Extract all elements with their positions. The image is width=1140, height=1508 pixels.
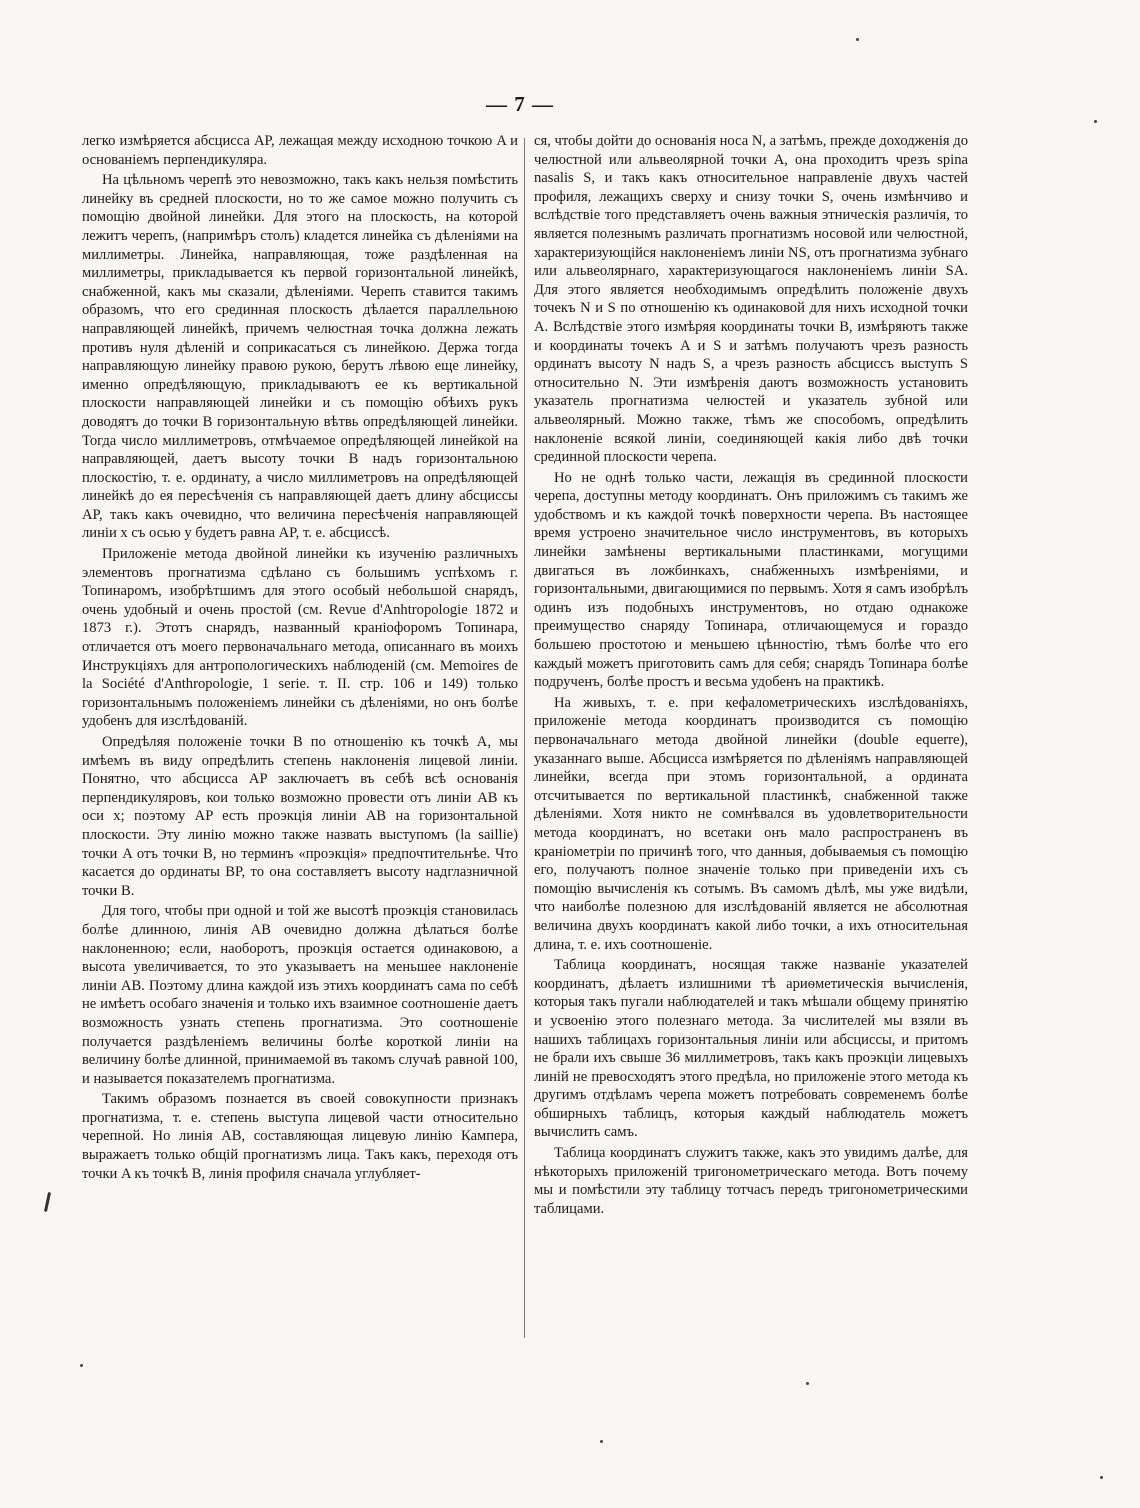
paragraph: На цѣльномъ черепѣ это невозможно, такъ какъ нельзя помѣстить линейку въ средней плоскости, но то же самое можно получить съ помощію двойной линейки. Для этого на плоскость, на которой лежитъ черепъ, (напримѣръ столъ) кладется линейка съ дѣленіями на миллиметры. Линейка, направляющая, тоже раздѣленная на миллиметры, прикладывается къ первой горизонтальной линейкѣ, снабженной, какъ мы сказали, дѣленіями. Черепъ ставится такимъ образомъ, что его срединная плоскость дѣлается параллельною направляющей линейкѣ, причемъ челюстная точка должна лежать противъ нуля дѣленій и соприкасаться съ линейкою. Держа тогда направляющую линейку правою рукою, берутъ лѣвою еще линейку, именно опредѣляющую, прикладываютъ ее къ вертикальной плоскости направляющей линейки и съ помощію обѣихъ рукъ доводятъ до точки B горизонтальную вѣтвь опредѣляющей линейки. Тогда число миллиметровъ, отмѣчаемое опредѣляющей линейкой на направляющей, даетъ высоту точки B надъ горизонтальною плоскостію, т. е. ординату, а число миллиметровъ на опредѣляющей линейкѣ до ея пересѣченія съ направляющей даетъ длину абсциссы AP, такъ какъ очевидно, что величина пересѣченія направляющей линіи x съ осью y будетъ равна AP, т. е. абсциссѣ. [82,172,518,542]
ink-speck [80,1364,83,1367]
ink-speck [600,1440,603,1443]
paragraph: На живыхъ, т. е. при кефалометрическихъ изслѣдованіяхъ, приложеніе метода координатъ производится съ помощію первоначальнаго метода двойной линейки (double equerre), указаннаго выше. Абсцисса измѣряется по дѣленіямъ направляющей линейки, всегда при этомъ горизонтальной, а ордината отсчитывается по вертикальной пластинкѣ, снабженной также дѣленіями. Хотя никто не сомнѣвался въ удовлетворительности метода координатъ, но всетаки онъ мало распространенъ въ краніометріи по причинѣ того, что данныя, добываемыя съ помощію его, получаютъ полное значеніе только при приведеніи ихъ съ помощію вычисленія къ сотымъ. Въ самомъ дѣлѣ, мы уже видѣли, что наиболѣе полезною для изслѣдованій является не абсолютная величина двухъ координатъ какой либо точки, а ихъ относительная длина, т. е. ихъ соотношеніе. [534,694,968,953]
column-divider [524,138,525,1338]
ink-speck [856,38,859,41]
paragraph: Приложеніе метода двойной линейки къ изученію различныхъ элементовъ прогнатизма сдѣлано съ большимъ успѣхомъ г. Топинаромъ, изобрѣтшимъ для этого особый небольшой снарядъ, очень удобный и очень простой (см. Revue d'Anhtropologie 1872 и 1873 г.). Этотъ снарядъ, названный краніофоромъ Топинара, отличается отъ моего первоначальнаго метода, описаннаго въ моихъ Инструкціяхъ для антропологическихъ наблюденій (см. Memoires de la Société d'Anthropologie, 1 serie. т. II. стр. 106 и 149) только горизонтальнымъ положеніемъ линейки съ дѣленіями, но онъ болѣе удобенъ для изслѣдованій. [82,546,518,730]
paragraph: Опредѣляя положеніе точки B по отношенію къ точкѣ A, мы имѣемъ въ виду опредѣлить степень наклоненія лицевой линіи. Понятно, что абсцисса AP заключаетъ въ себѣ всѣ основанія перпендикуляровъ, кои только возможно провести отъ линіи AB къ оси x; поэтому AP есть проэкція линіи AB на горизонтальной плоскости. Эту линію можно также назвать выступомъ (la saillie) точки A отъ точки B, но терминъ «проэкція» предпочтительнѣе. Что касается до ординаты BP, то она составляетъ высоту надглазничной точки B. [82,734,518,899]
ink-speck [1100,1476,1103,1479]
paragraph: Но не однѣ только части, лежащія въ срединной плоскости черепа, доступны методу координатъ. Онъ приложимъ съ такимъ же удобствомъ и къ каждой точкѣ поверхности черепа. Въ настоящее время устроено значительное число инструментовъ, въ которыхъ линейки замѣнены вертикальными пластинками, могущими двигаться въ ложбинкахъ, снабженныхъ измѣреніями, и горизонтальными, двигающимися по первымъ. Хотя я самъ изобрѣлъ одинъ изъ подобныхъ инструментовъ, но отдаю однакоже преимущество снаряду Топинара, отличающемуся и гораздо большею простотою и меньшею цѣнностію, тѣмъ болѣе что его каждый можетъ приготовить самъ для себя; снарядъ Топинара болѣе подрученъ, болѣе простъ и весьма удобенъ на практикѣ. [534,469,968,691]
ink-speck [806,1382,809,1385]
paragraph: легко измѣряется абсцисса AP, лежащая между исходною точкою A и основаніемъ перпендикуляра. [82,133,518,168]
page-number: — 7 — [486,92,554,116]
paragraph: Для того, чтобы при одной и той же высотѣ проэкція становилась болѣе длинною, линія AB очевидно должна дѣлаться болѣе наклоненною; если, наоборотъ, проэкція остается одинаковою, а высота увеличивается, то это указываетъ на меньшее наклоненіе линіи AB. Поэтому длина каждой изъ этихъ координатъ сама по себѣ не имѣетъ особаго значенія и только ихъ взаимное соотношеніе даетъ возможность узнать степень прогнатизма. Это соотношеніе получается раздѣленіемъ величины болѣе короткой линіи на величину болѣе длинной, принимаемой въ такомъ случаѣ равной 100, и называется показателемъ прогнатизма. [82,903,518,1087]
ink-speck [1094,120,1097,123]
margin-ink-mark [44,1192,51,1212]
paragraph: Таблица координатъ служитъ также, какъ это увидимъ далѣе, для нѣкоторыхъ приложеній тригонометрическаго метода. Вотъ почему мы и помѣстили эту таблицу тотчасъ передъ тригонометрическими таблицами. [534,1145,968,1217]
paragraph: ся, чтобы дойти до основанія носа N, а затѣмъ, прежде доходженія до челюстной или альвеолярной точки A, она проходитъ чрезъ spina nasalis S, и такъ какъ относительное направленіе двухъ частей профиля, лежащихъ сверху и снизу точки S, очень измѣнчиво и вслѣдствіе того представляетъ очень важныя этническія различія, то является полезнымъ различать прогнатизмъ носовой или челюстной, характеризующійся наклоненіемъ линіи NS, отъ прогнатизма зубнаго или альвеолярнаго, характеризующагося наклоненіемъ линіи SA. Для этого является необходимымъ опредѣлить положеніе двухъ точекъ N и S по отношенію къ одинаковой для нихъ исходной точки A. Вслѣдствіе этого измѣряя координаты точки B, измѣряютъ также и координаты точекъ A и S и затѣмъ получаютъ чрезъ разность ординатъ высоту N надъ S, а чрезъ разность абсциссъ выступъ S относительно N. Эти измѣренія даютъ возможность установить указатель прогнатизма челюстей и указатель зубной или альвеолярный. Можно также, тѣмъ же способомъ, опредѣлить наклоненіе всякой линіи, соединяющей какія либо двѣ точки срединной плоскости черепа. [534,133,968,466]
left-column [82,132,518,1185]
paragraph: Таблица координатъ, носящая также названіе указателей координатъ, дѣлаетъ излишними тѣ ариѳметическія вычисленія, которыя такъ пугали наблюдателей и такъ мѣшали общему принятію и усвоенію этого полезнаго метода. За числителей мы взяли въ нашихъ таблицахъ горизонтальныя линіи или абсциссы, и притомъ не брали ихъ свыше 36 миллиметровъ, такъ какъ проэкціи лицевыхъ линій не превосходятъ этого предѣла, но приложеніе этого метода къ другимъ отдѣламъ черепа можетъ потребовать современемъ болѣе обширныхъ таблицъ, которыя каждый наблюдатель можетъ вычислить самъ. [534,957,968,1141]
paragraph: Такимъ образомъ познается въ своей совокупности признакъ прогнатизма, т. е. степень выступа лицевой части относительно черепной. Но линія AB, составляющая лицевую линію Кампера, выражаетъ только общій прогнатизмъ лица. Такъ какъ, переходя отъ точки A къ точкѣ B, линія профиля сначала углубляет- [82,1091,518,1182]
right-column [534,132,968,1220]
